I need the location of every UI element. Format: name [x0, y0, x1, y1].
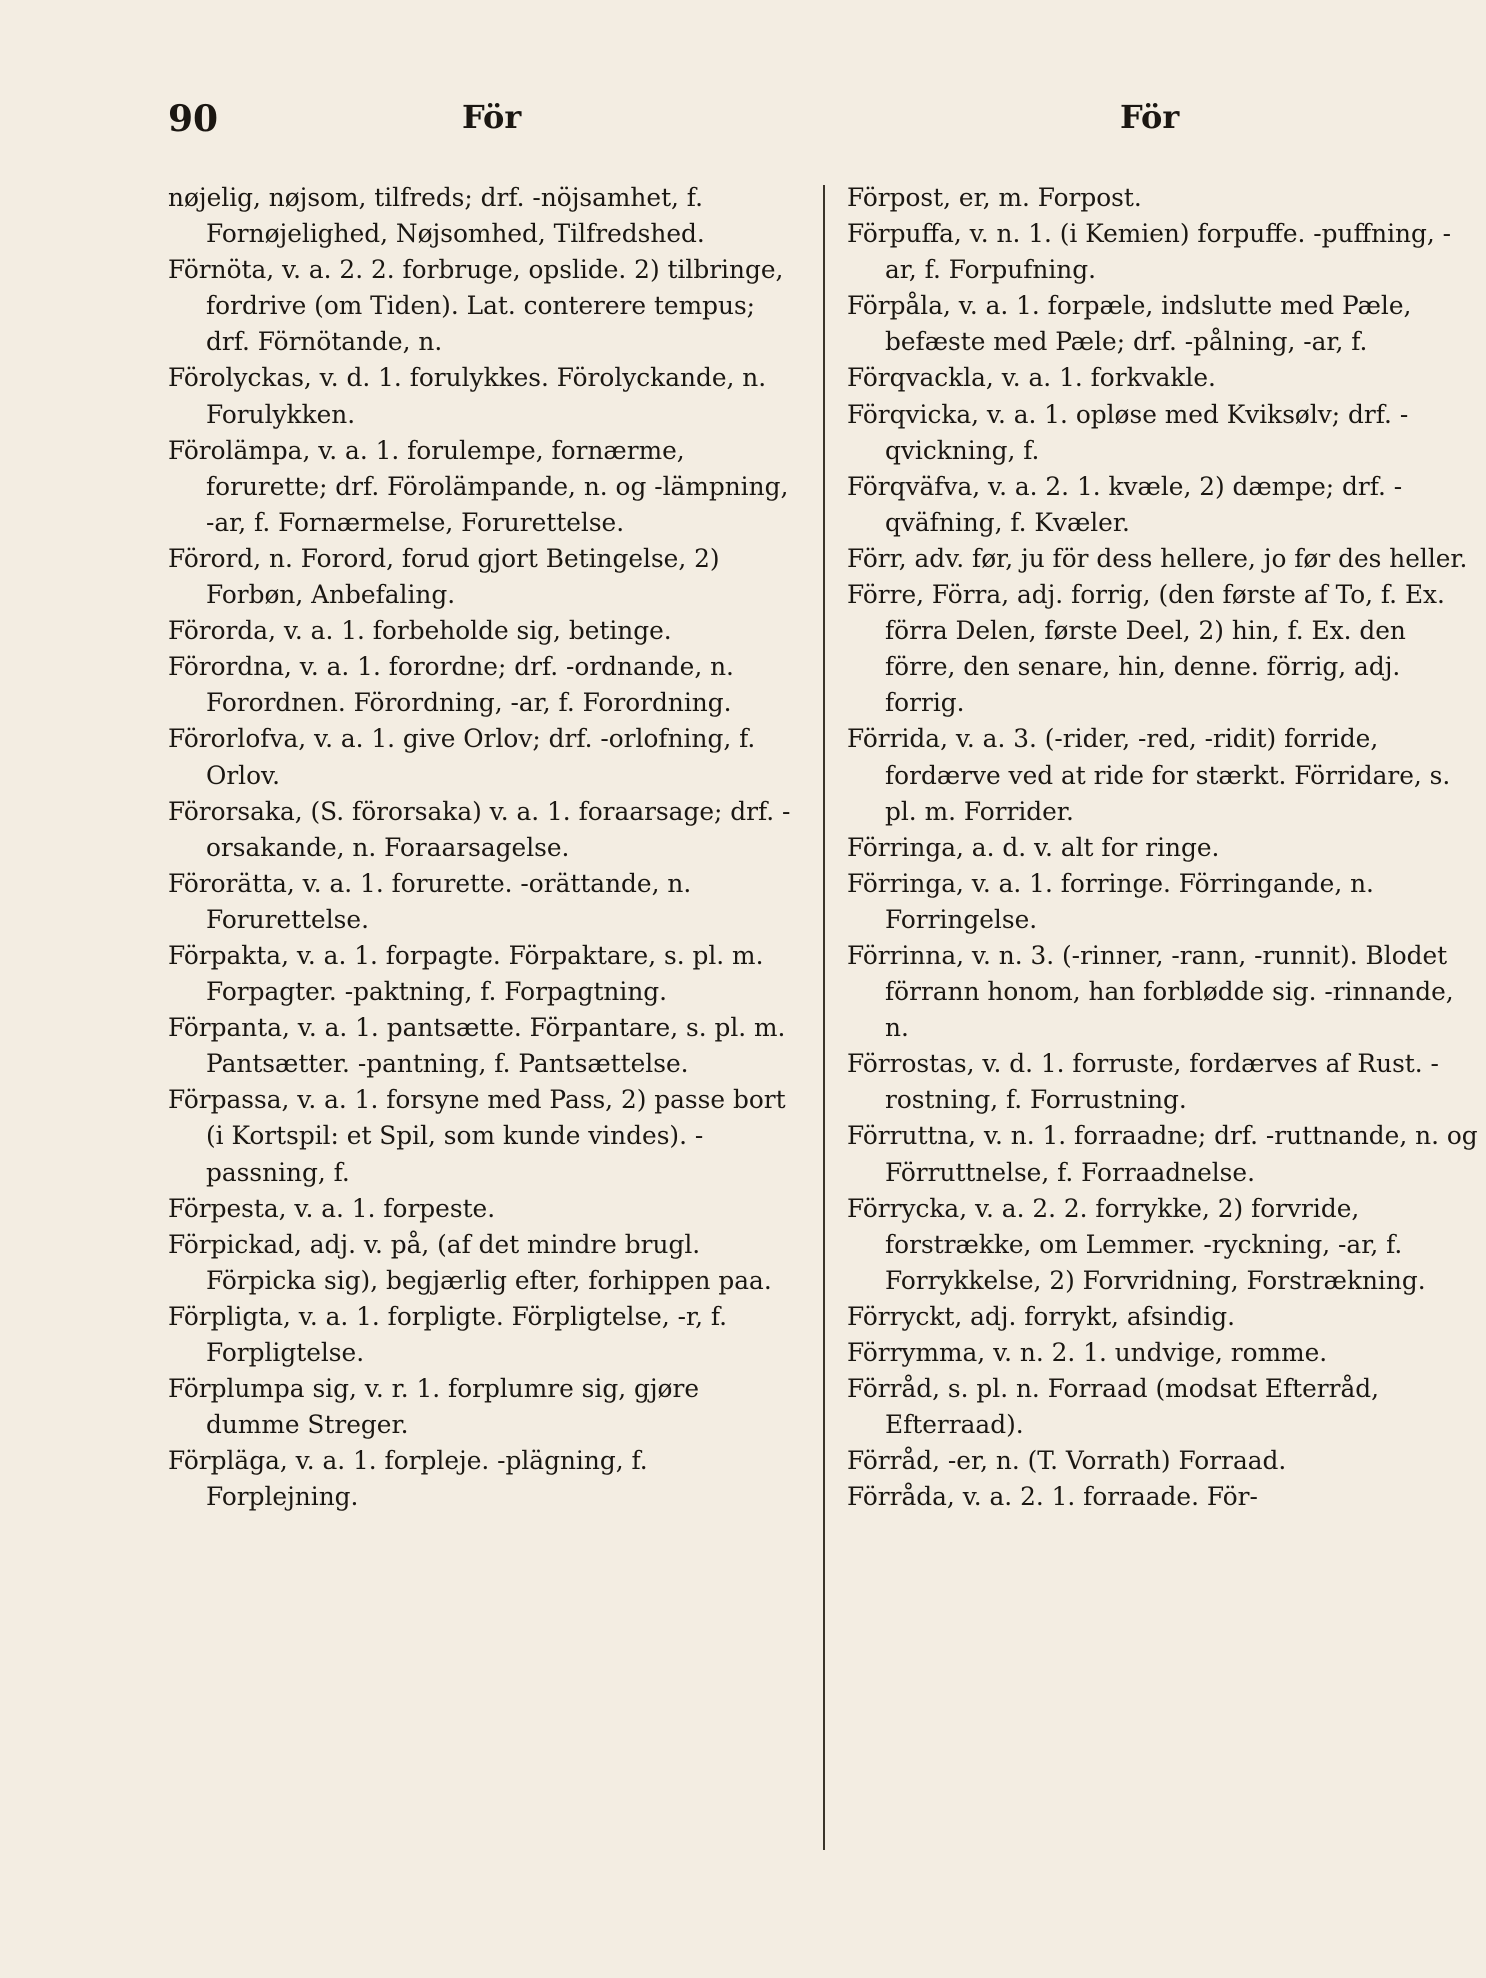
dictionary-entry: Förpläga, v. a. 1. forpleje. -plägning, f. Forplejning.	[168, 1446, 648, 1512]
dictionary-entry: Förolämpa, v. a. 1. forulempe, fornærme, forurette; drf. Förolämpande, n. og -lämpning, -ar, f. Fornærmelse, Forurettelse.	[168, 435, 789, 537]
dictionary-entry: Förord, n. Forord, forud gjort Betingelse, 2) Forbøn, Anbefaling.	[168, 543, 720, 610]
page-number: 90	[168, 98, 219, 140]
dictionary-entry: Förpesta, v. a. 1. forpeste.	[168, 1193, 496, 1223]
dictionary-entry: Förringa, a. d. v. alt for ringe.	[847, 832, 1220, 862]
dictionary-entry: Förplumpa sig, v. r. 1. forplumre sig, gjøre dumme Streger.	[168, 1374, 699, 1440]
dictionary-entry: Förråd, -er, n. (T. Vorrath) Forraad.	[847, 1446, 1287, 1476]
dictionary-entry: Förpickad, adj. v. på, (af det mindre brugl. Förpicka sig), begjærlig efter, forhippen paa.	[168, 1229, 772, 1295]
dictionary-entry: Förpuffa, v. n. 1. (i Kemien) forpuffe. -puffning, -ar, f. Forpufning.	[847, 219, 1451, 285]
dictionary-entry: Förrycka, v. a. 2. 2. forrykke, 2) forvride, forstrække, om Lemmer. -ryckning, -ar, f. Forrykkelse, 2) Forvridning, Forstrækning.	[847, 1193, 1426, 1295]
dictionary-entry: Förruttna, v. n. 1. forraadne; drf. -ruttnande, n. og Förruttnelse, f. Forraadnelse.	[847, 1121, 1478, 1187]
left-column	[168, 180, 800, 1515]
dictionary-entry: Förordna, v. a. 1. forordne; drf. -ordnande, n. Forordnen. Förordning, -ar, f. Forordning.	[168, 652, 734, 718]
right-running-head: För	[1120, 98, 1180, 136]
dictionary-entry: Förpanta, v. a. 1. pantsætte. Förpantare, s. pl. m. Pantsætter. -pantning, f. Pantsættelse.	[168, 1013, 786, 1079]
dictionary-entry: Förråda, v. a. 2. 1. forraade. För-	[847, 1482, 1258, 1512]
dictionary-entry: Förorda, v. a. 1. forbeholde sig, betinge.	[168, 616, 672, 646]
dictionary-entry: Förpost, er, m. Forpost.	[847, 183, 1142, 212]
dictionary-entry: Förråd, s. pl. n. Forraad (modsat Efterråd, Efterraad).	[847, 1374, 1380, 1440]
page-header	[0, 98, 1486, 148]
dictionary-entry: Förolyckas, v. d. 1. forulykkes. Förolyckande, n. Forulykken.	[168, 363, 767, 429]
left-running-head: För	[462, 98, 522, 136]
dictionary-entry: Förringa, v. a. 1. forringe. Förringande, n. Forringelse.	[847, 868, 1374, 934]
dictionary-entry: Förre, Förra, adj. forrig, (den første af To, f. Ex. förra Delen, første Deel, 2) hin, f. Ex. den förre, den senare, hin, denne. förrig, adj. forrig.	[847, 580, 1445, 718]
dictionary-entry: Förpligta, v. a. 1. forpligte. Förpligtelse, -r, f. Forpligtelse.	[168, 1301, 728, 1367]
dictionary-entry: Förqvicka, v. a. 1. opløse med Kviksølv; drf. -qvickning, f.	[847, 399, 1409, 465]
dictionary-entry: Förpåla, v. a. 1. forpæle, indslutte med Pæle, befæste med Pæle; drf. -pålning, -ar, f.	[847, 291, 1412, 357]
column-divider	[823, 185, 825, 1850]
dictionary-entry: Förorlofva, v. a. 1. give Orlov; drf. -orlofning, f. Orlov.	[168, 724, 756, 790]
dictionary-entry: Förpakta, v. a. 1. forpagte. Förpaktare, s. pl. m. Forpagter. -paktning, f. Forpagtning.	[168, 940, 764, 1007]
dictionary-entry: Förorsaka, (S. förorsaka) v. a. 1. foraarsage; drf. -orsakande, n. Foraarsagelse.	[168, 796, 791, 862]
dictionary-entry: Förqväfva, v. a. 2. 1. kvæle, 2) dæmpe; drf. -qväfning, f. Kvæler.	[847, 471, 1403, 537]
dictionary-entry: Förnöta, v. a. 2. 2. forbruge, opslide. 2) tilbringe, fordrive (om Tiden). Lat. conterere tempus; drf. Förnötande, n.	[168, 255, 784, 357]
dictionary-entry: Förqvackla, v. a. 1. forkvakle.	[847, 363, 1216, 393]
dictionary-entry: Förorätta, v. a. 1. forurette. -orättande, n. Forurettelse.	[168, 868, 692, 934]
dictionary-entry: Förryckt, adj. forrykt, afsindig.	[847, 1301, 1235, 1331]
dictionary-entry: Förr, adv. før, ju för dess hellere, jo før des heller.	[847, 543, 1468, 573]
right-column	[847, 180, 1479, 1515]
dictionary-entry: Förrinna, v. n. 3. (-rinner, -rann, -runnit). Blodet förrann honom, han forblødde sig. -rinnande, n.	[847, 940, 1454, 1043]
dictionary-entry: Förrymma, v. n. 2. 1. undvige, romme.	[847, 1338, 1328, 1367]
dictionary-entry: nøjelig, nøjsom, tilfreds; drf. -nöjsamhet, f. Fornøjelighed, Nøjsomhed, Tilfredshed.	[168, 183, 705, 249]
dictionary-entry: Förpassa, v. a. 1. forsyne med Pass, 2) passe bort (i Kortspil: et Spil, som kunde vindes). -passning, f.	[168, 1085, 786, 1187]
dictionary-entry: Förrida, v. a. 3. (-rider, -red, -ridit) forride, fordærve ved at ride for stærkt. Förridare, s. pl. m. Forrider.	[847, 724, 1451, 826]
dictionary-entry: Förrostas, v. d. 1. forruste, fordærves af Rust. -rostning, f. Forrustning.	[847, 1049, 1439, 1115]
